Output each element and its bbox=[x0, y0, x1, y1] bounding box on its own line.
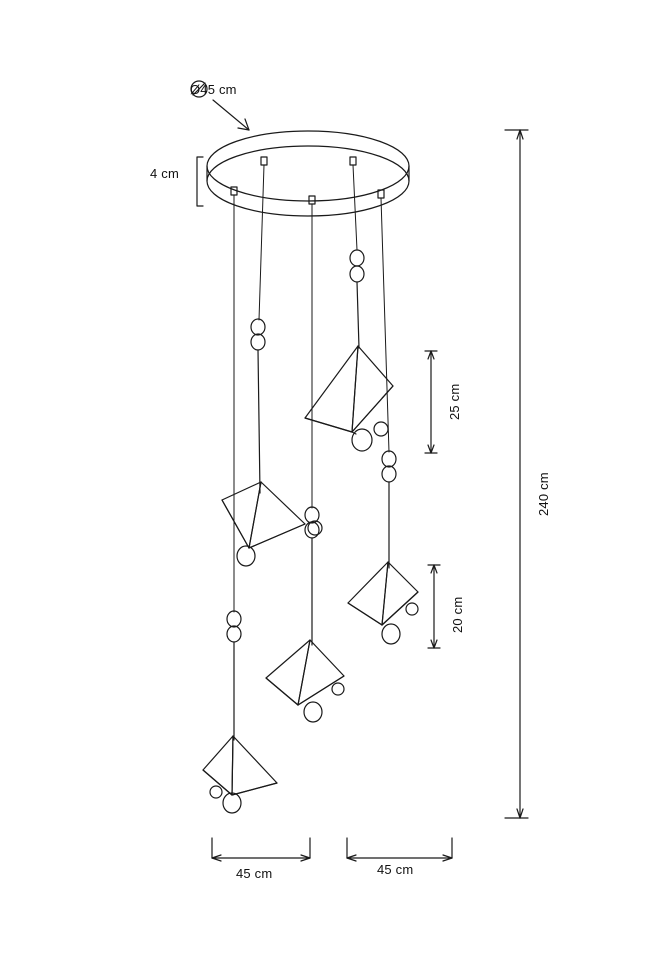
label-spread-right: 45 cm bbox=[377, 862, 414, 877]
label-canopy-height: 4 cm bbox=[150, 166, 179, 181]
dim-spread-left bbox=[212, 838, 310, 861]
dim-shade-large bbox=[425, 351, 437, 453]
lamp-shade-3 bbox=[348, 562, 418, 644]
dim-spread-right bbox=[347, 838, 452, 861]
label-total-height: 240 cm bbox=[536, 472, 551, 516]
lamp-shade-1 bbox=[305, 346, 393, 451]
dim-total-height bbox=[505, 130, 528, 818]
dim-shade-small bbox=[428, 565, 440, 648]
cable-mount-nubs bbox=[231, 157, 384, 204]
label-canopy-diameter: Ø45 cm bbox=[190, 82, 237, 97]
lamp-shade-4 bbox=[266, 640, 344, 722]
ceiling-canopy bbox=[207, 131, 409, 216]
dim-canopy-height bbox=[197, 157, 203, 206]
label-shade-height-small: 20 cm bbox=[450, 596, 465, 633]
lamp-shade-5 bbox=[203, 736, 277, 813]
label-shade-height-large: 25 cm bbox=[447, 383, 462, 420]
label-spread-left: 45 cm bbox=[236, 866, 273, 881]
